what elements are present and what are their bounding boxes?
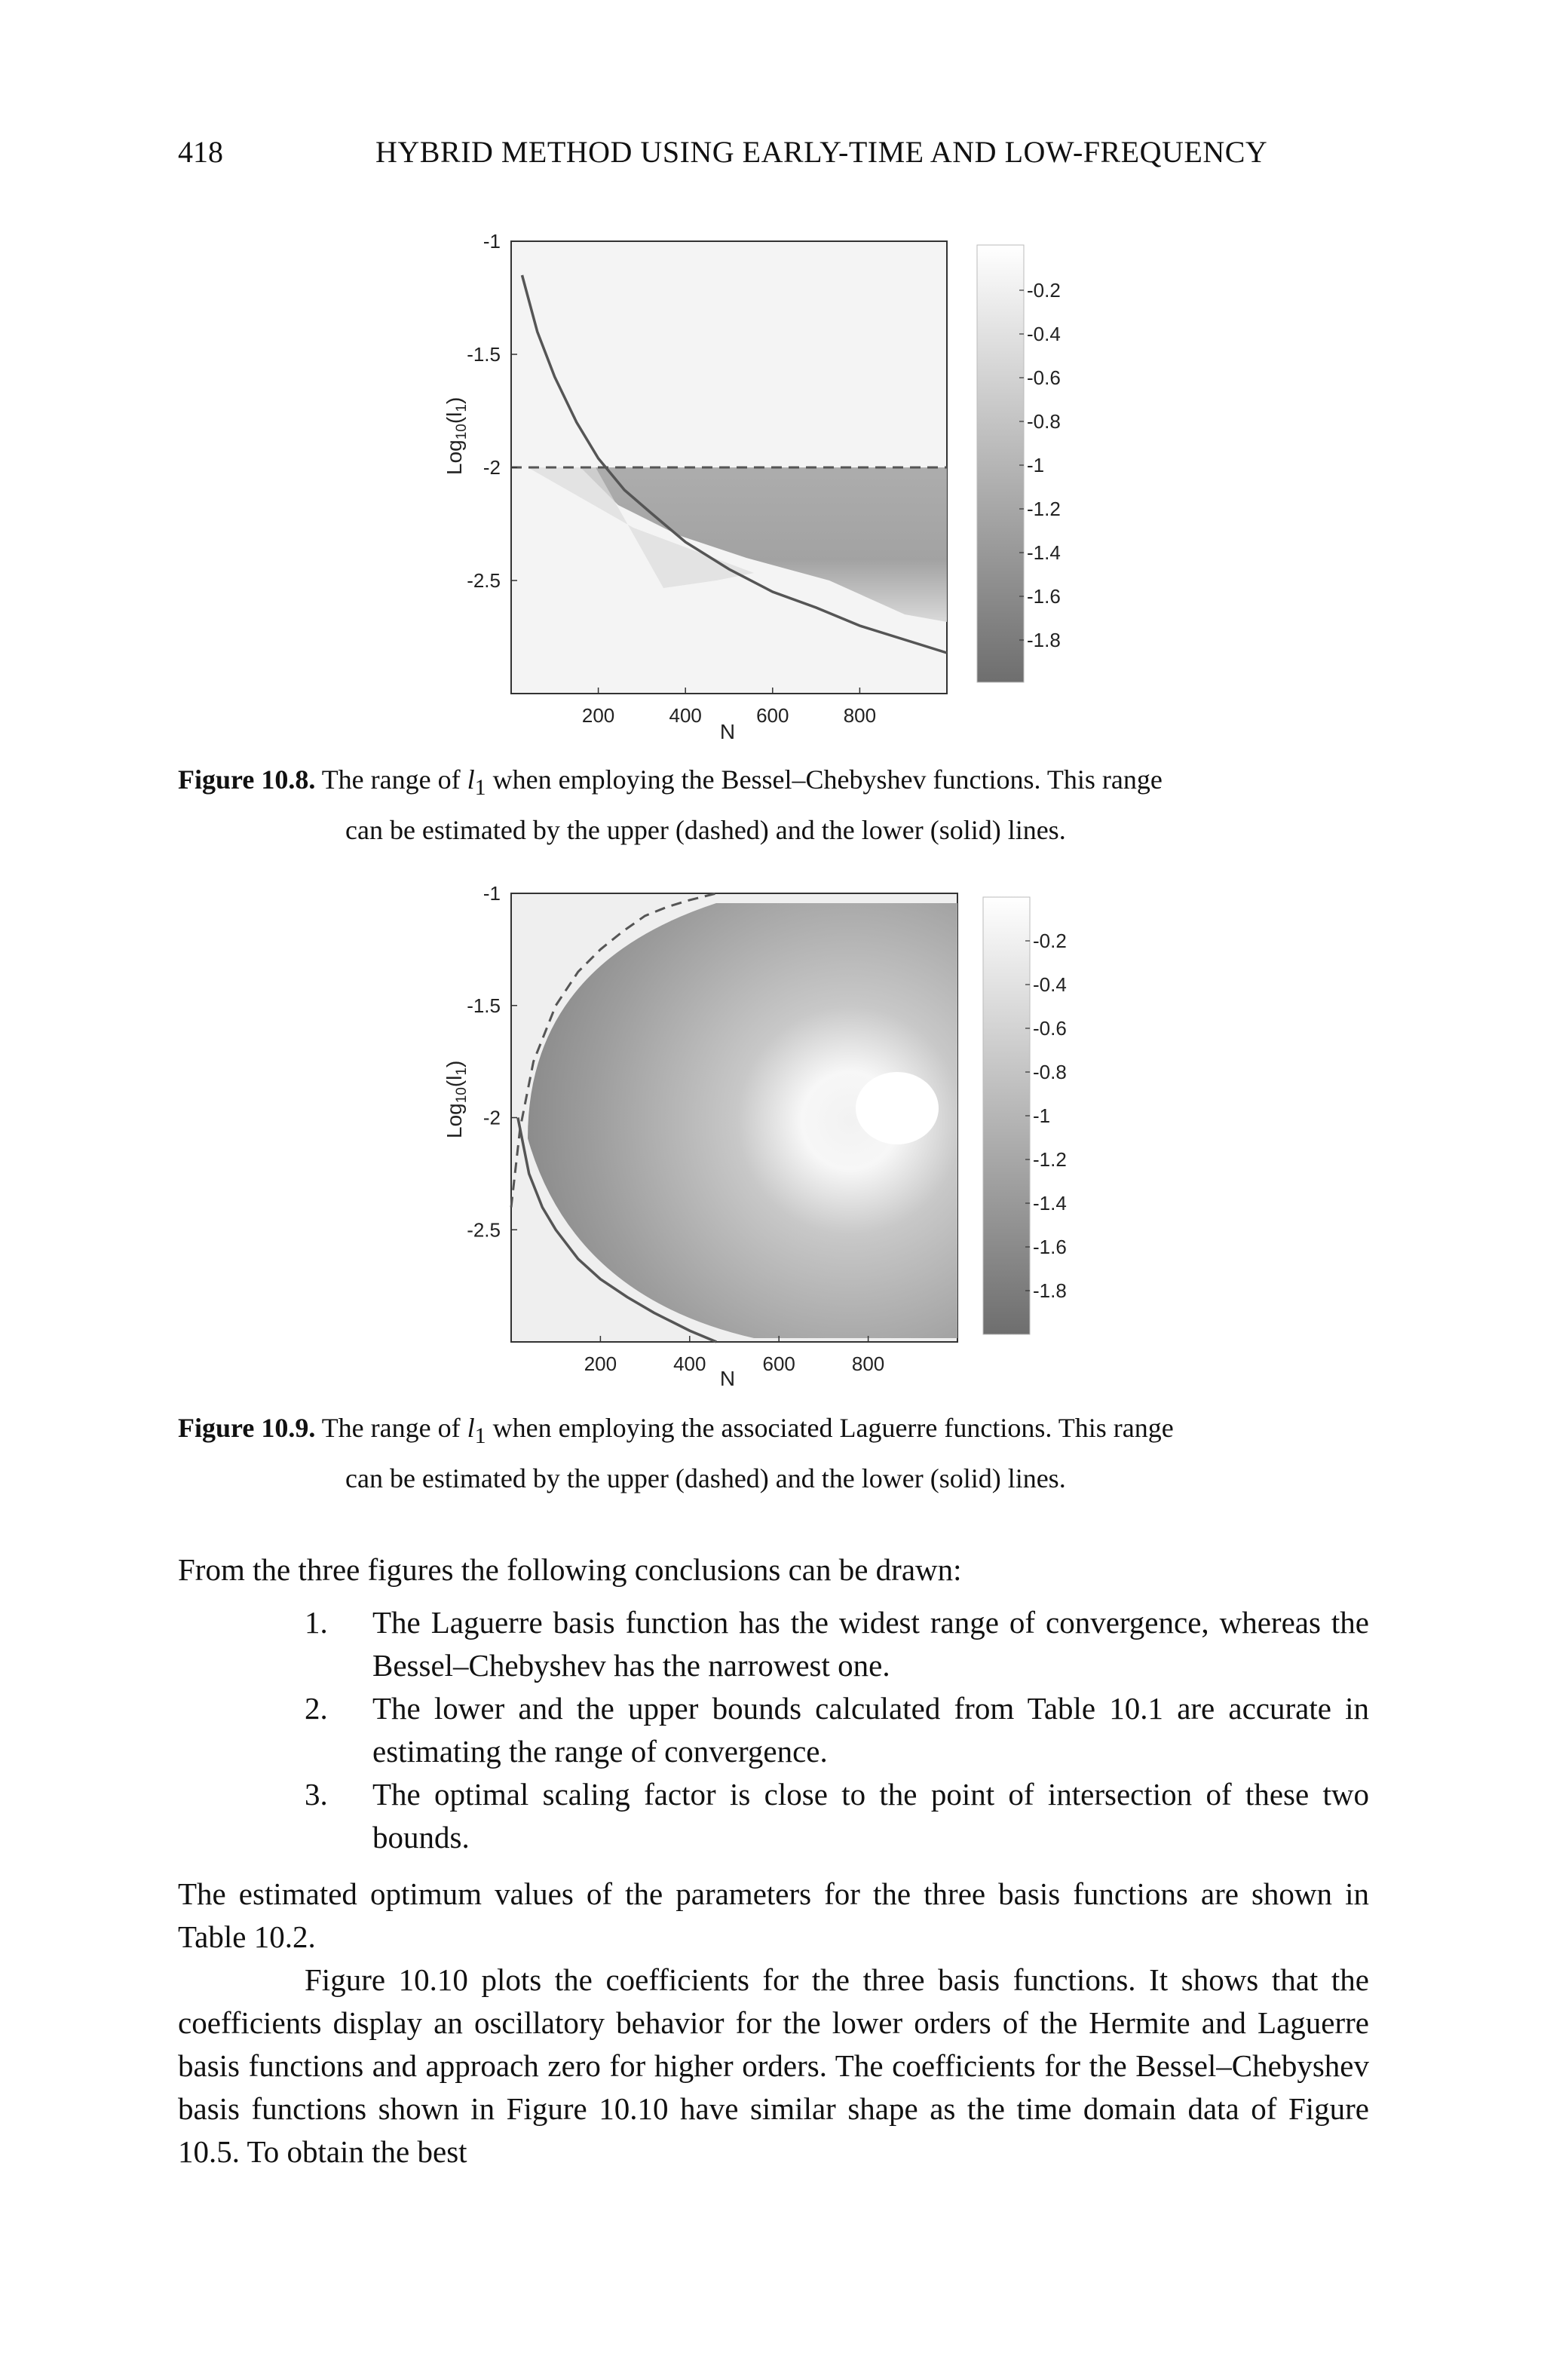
colorbar-tick-label: -1 — [1033, 1104, 1051, 1127]
figure-10-9-caption — [178, 1407, 1369, 1499]
list-item — [178, 1687, 1369, 1773]
list-number: 3. — [305, 1777, 328, 1812]
caption-label: Figure 10.9. — [178, 1413, 316, 1443]
x-tick-label: 400 — [669, 704, 702, 727]
x-tick-label: 800 — [843, 704, 877, 727]
colorbar-tick-label: -1 — [1027, 454, 1045, 476]
colorbar-tick-label: -0.6 — [1027, 366, 1061, 389]
x-tick-label: 400 — [673, 1352, 706, 1375]
colorbar-tick-label: -1.2 — [1033, 1148, 1067, 1171]
x-tick-label: 200 — [581, 704, 615, 727]
figure-10-8-plot — [0, 226, 1544, 754]
y-tick-label: -1 — [482, 230, 501, 253]
y-axis-label: $Log_{10}(l_1)$ — [443, 1060, 470, 1138]
x-tick-label: 800 — [851, 1352, 885, 1375]
caption-label: Figure 10.8. — [178, 764, 316, 795]
caption-text-b: when employing the Bessel–Chebyshev functions. This range — [486, 764, 1163, 795]
x-axis-label: N — [719, 1367, 736, 1390]
colorbar-tick-label: -1.6 — [1033, 1236, 1067, 1258]
paragraph-coefficients: Figure 10.10 plots the coefficients for the three basis functions. It shows that the coefficients display an oscillatory behavior for the lower orders of the Hermite and Laguerre basis functions and approach zero for higher orders. The coefficients for the Bessel–Chebyshev basis functions shown in Figure 10.10 have similar shape as the time domain data of Figure 10.5. To obtain the best — [178, 1962, 1369, 2169]
list-item — [178, 1773, 1369, 1859]
conclusions-list — [178, 1601, 1369, 1859]
colorbar-ticks — [1019, 279, 1061, 651]
colorbar-tick-label: -1.8 — [1027, 629, 1061, 651]
figure-10-8 — [0, 226, 1544, 754]
page-header — [178, 134, 1369, 179]
y-tick-label: -1.5 — [467, 994, 501, 1017]
list-item — [178, 1601, 1369, 1687]
running-title: HYBRID METHOD USING EARLY-TIME AND LOW-FREQUENCY — [375, 135, 1268, 169]
colorbar-tick-label: -0.8 — [1027, 410, 1061, 433]
y-tick-label: -1.5 — [467, 343, 501, 366]
caption-text-b: when employing the associated Laguerre functions. This range — [486, 1413, 1174, 1443]
list-number: 2. — [305, 1691, 328, 1726]
y-tick-label: -2 — [482, 1106, 501, 1129]
y-axis-label: $Log_{10}(l_1)$ — [443, 397, 470, 475]
list-text: The lower and the upper bounds calculated from Table 10.1 are accurate in estimating the range of convergence. — [372, 1691, 1369, 1769]
list-text: The optimal scaling factor is close to the point of intersection of these two bounds. — [372, 1777, 1369, 1855]
colorbar-tick-label: -0.2 — [1033, 930, 1067, 952]
colorbar-tick-label: -0.4 — [1033, 973, 1067, 996]
caption-line-2: can be estimated by the upper (dashed) and the lower (solid) lines. — [345, 1463, 1066, 1494]
caption-text-a: The range of — [321, 764, 467, 795]
caption-text-a: The range of — [321, 1413, 467, 1443]
colorbar-ticks — [1025, 930, 1067, 1302]
page-number: 418 — [178, 135, 223, 169]
list-number: 1. — [305, 1605, 328, 1640]
x-tick-label: 600 — [756, 704, 789, 727]
colorbar-tick-label: -1.2 — [1027, 498, 1061, 520]
x-tick-label: 600 — [762, 1352, 795, 1375]
colorbar-tick-label: -1.8 — [1033, 1279, 1067, 1302]
intro-paragraph: From the three figures the following conclusions can be drawn: — [178, 1552, 962, 1587]
colorbar — [977, 245, 1024, 682]
figure-10-9 — [0, 875, 1544, 1402]
caption-var: l — [467, 764, 475, 795]
colorbar-tick-label: -0.6 — [1033, 1017, 1067, 1040]
colorbar-tick-label: -1.4 — [1027, 541, 1061, 564]
colorbar-tick-label: -0.4 — [1027, 323, 1061, 345]
paragraph-table-ref: The estimated optimum values of the parameters for the three basis functions are shown in Table 10.2. — [178, 1876, 1369, 1954]
y-tick-label: -2.5 — [467, 1218, 501, 1242]
y-tick-label: -2 — [482, 456, 501, 479]
colorbar — [983, 897, 1030, 1334]
caption-line-2: can be estimated by the upper (dashed) and the lower (solid) lines. — [345, 815, 1066, 846]
y-tick-label: -1 — [482, 882, 501, 905]
colorbar-tick-label: -1.4 — [1033, 1192, 1067, 1215]
x-tick-label: 200 — [584, 1352, 617, 1375]
caption-sub: 1 — [474, 1423, 486, 1449]
colorbar-tick-label: -0.8 — [1033, 1061, 1067, 1083]
caption-var: l — [467, 1413, 475, 1443]
colorbar-tick-label: -1.6 — [1027, 585, 1061, 608]
caption-sub: 1 — [474, 775, 486, 801]
y-tick-label: -2.5 — [467, 569, 501, 592]
figure-10-8-caption — [178, 758, 1369, 851]
region-hotspot — [856, 1072, 939, 1144]
x-axis-label: N — [719, 720, 736, 743]
list-text: The Laguerre basis function has the widest range of convergence, whereas the Bessel–Chebyshev has the narrowest one. — [372, 1605, 1369, 1683]
colorbar-tick-label: -0.2 — [1027, 279, 1061, 302]
figure-10-9-plot — [0, 875, 1544, 1402]
